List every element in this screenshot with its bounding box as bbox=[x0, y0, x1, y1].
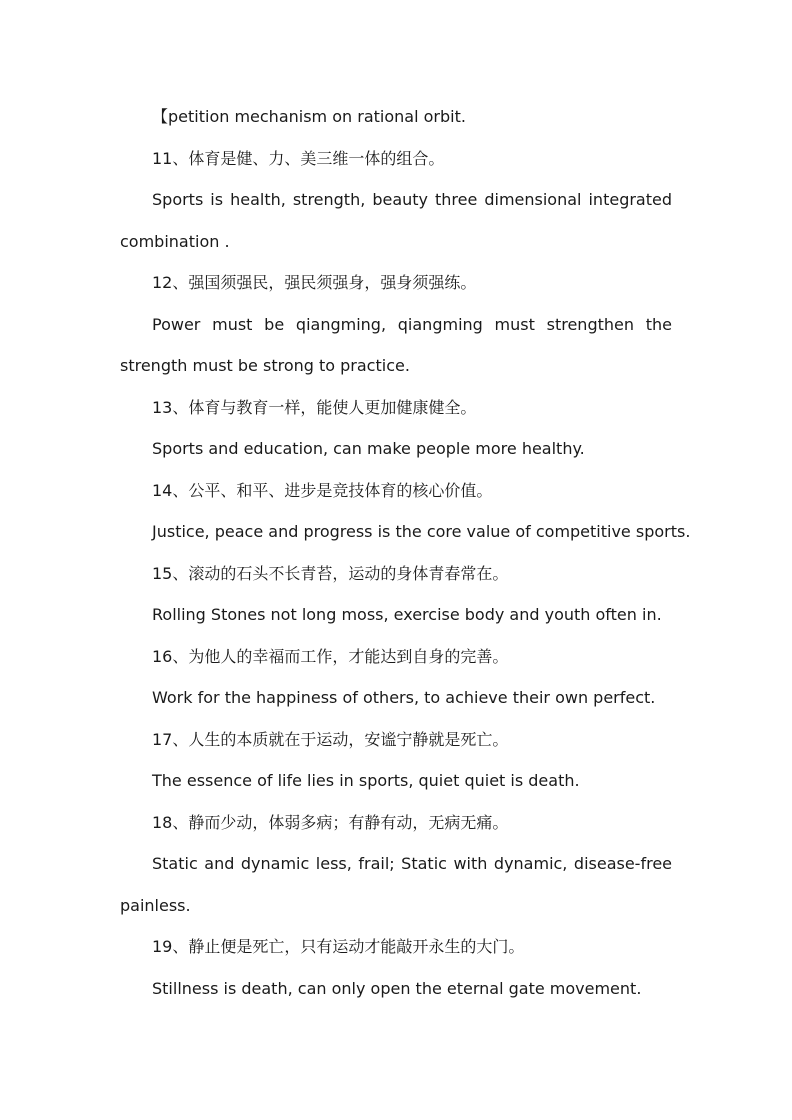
quote-14-chinese: 14、公平、和平、进步是竞技体育的核心价值。 bbox=[152, 480, 493, 500]
quote-18-chinese: 18、静而少动，体弱多病；有静有动，无病无痛。 bbox=[152, 812, 509, 832]
quote-15-chinese: 15、滚动的石头不长青苔，运动的身体青春常在。 bbox=[152, 563, 509, 583]
quote-14-english: Justice, peace and progress is the core value of competitive sports. bbox=[152, 522, 691, 541]
quote-11-chinese: 11、体育是健、力、美三维一体的组合。 bbox=[152, 148, 445, 168]
quote-18-english: Static and dynamic less, frail; Static with dynamic, disease-free painless. bbox=[120, 854, 672, 915]
quote-17-english: The essence of life lies in sports, quiet quiet is death. bbox=[152, 771, 580, 790]
quote-12-chinese: 12、强国须强民，强民须强身，强身须强练。 bbox=[152, 273, 477, 292]
quote-19-chinese: 19、静止便是死亡，只有运动才能敲开永生的大门。 bbox=[152, 937, 525, 956]
quote-15-english: Rolling Stones not long moss, exercise body and youth often in. bbox=[152, 605, 662, 624]
quote-17-chinese: 17、人生的本质就在于运动，安谧宁静就是死亡。 bbox=[152, 729, 509, 749]
quote-16-chinese: 16、为他人的幸福而工作，才能达到自身的完善。 bbox=[152, 646, 509, 666]
quote-13-chinese: 13、体育与教育一样，能使人更加健康健全。 bbox=[152, 397, 477, 417]
document-body bbox=[120, 96, 691, 1009]
quote-12-english: Power must be qiangming, qiangming must strengthen the strength must be strong to practice. bbox=[120, 314, 672, 375]
quote-11-english: Sports is health, strength, beauty three dimensional integrated combination . bbox=[120, 190, 672, 251]
quote-13-english: Sports and education, can make people more healthy. bbox=[152, 439, 585, 458]
paragraph-intro-fragment: 【petition mechanism on rational orbit. bbox=[152, 107, 466, 126]
quote-19-english: Stillness is death, can only open the eternal gate movement. bbox=[152, 978, 642, 998]
quote-16-english: Work for the happiness of others, to achieve their own perfect. bbox=[152, 688, 656, 707]
